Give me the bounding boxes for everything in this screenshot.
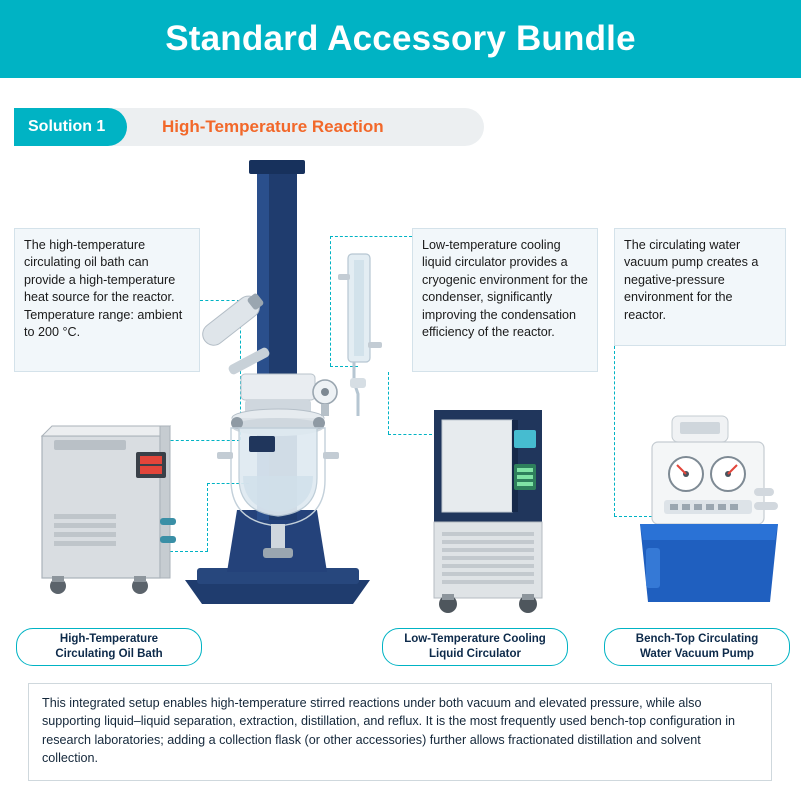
solution-ribbon xyxy=(14,108,484,146)
callout-vacuum-pump: The circulating water vacuum pump creates a negative-pressure environment for the reactor. xyxy=(614,228,786,346)
connector-chiller-unit xyxy=(388,434,432,435)
connector-pump-vert xyxy=(614,346,615,516)
nameplate-oil-bath-line2: Circulating Oil Bath xyxy=(55,648,163,660)
solution-label: High-Temperature Reaction xyxy=(162,117,384,136)
summary-box: This integrated setup enables high-temperature stirred reactions under both vacuum and elevated pressure, while also supporting liquid–liquid separation, extraction, distillation, and reflux. It is the most frequently used bench-top configuration in research laboratories; adding a collection flask (or other accessories) further allows fractionated distillation and solvent collection. xyxy=(28,683,772,781)
nameplate-vacuum-pump-line1: Bench-Top Circulating xyxy=(635,633,759,646)
callout-chiller: Low-temperature cooling liquid circulator provides a cryogenic environment for the condenser, significantly improving the condensation efficiency of the reactor. xyxy=(412,228,598,372)
oil-bath-illustration xyxy=(24,418,184,604)
nameplate-oil-bath xyxy=(16,628,202,666)
vacuum-pump-illustration xyxy=(628,412,790,612)
nameplate-chiller-line1: Low-Temperature Cooling xyxy=(404,633,546,646)
page-title: Standard Accessory Bundle xyxy=(165,19,636,58)
nameplate-oil-bath-line1: High-Temperature xyxy=(59,633,159,646)
header-bar xyxy=(0,0,801,78)
chiller-illustration xyxy=(428,404,548,616)
nameplate-chiller-line2: Liquid Circulator xyxy=(429,648,521,660)
nameplate-chiller xyxy=(382,628,568,666)
nameplate-vacuum-pump-line2: Water Vacuum Pump xyxy=(640,648,754,660)
callout-oil-bath: The high-temperature circulating oil bath can provide a high-temperature heat source for the reactor. Temperature range: ambient to 200 °C. xyxy=(14,228,200,372)
condenser-illustration xyxy=(330,250,390,420)
nameplate-vacuum-pump xyxy=(604,628,790,666)
solution-tag: Solution 1 xyxy=(14,108,127,146)
